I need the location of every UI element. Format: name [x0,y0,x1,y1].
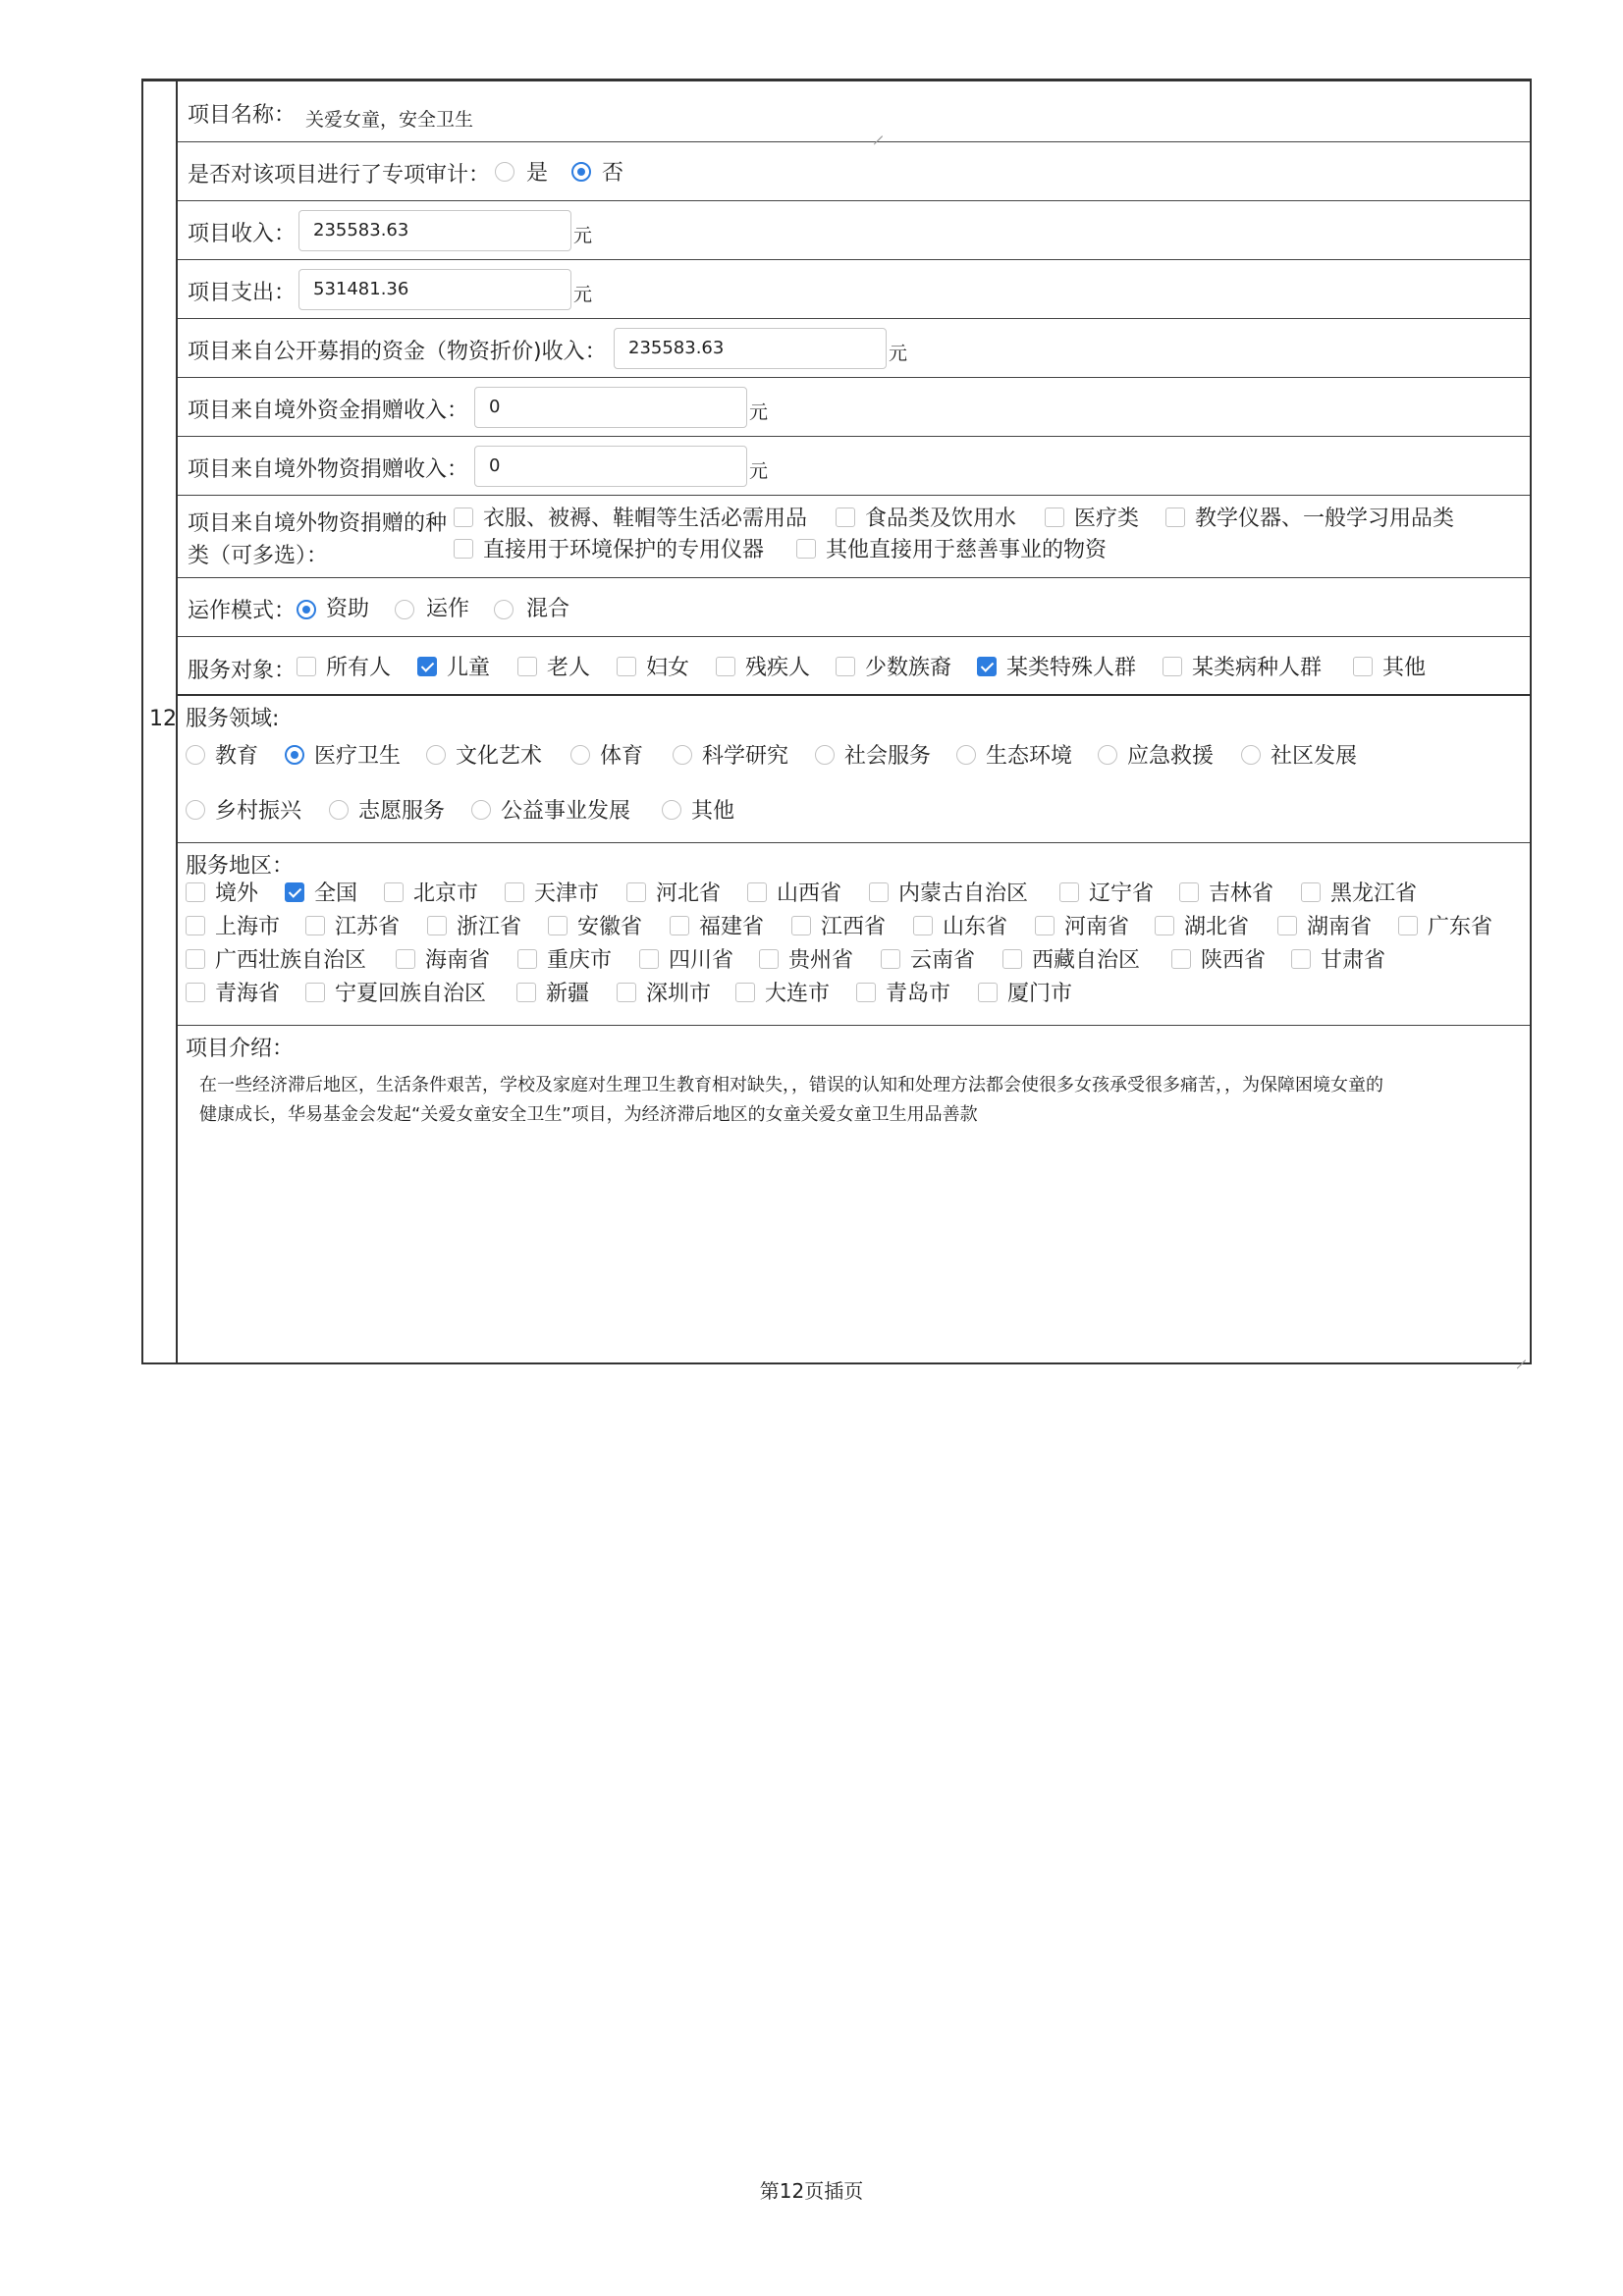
targets-option-checkbox[interactable] [297,657,316,676]
regions-option-checkbox[interactable] [1171,949,1191,969]
regions-option-label: 安徽省 [577,915,643,939]
overseas-goods-label: 项目来自境外物资捐赠收入： [188,457,469,482]
regions-option-label: 湖北省 [1184,915,1250,939]
special-audit-label: 是否对该项目进行了专项审计： [188,163,491,187]
regions-option-checkbox[interactable] [1035,916,1055,935]
targets-option-label: 所有人 [326,656,392,680]
regions-option-label: 辽宁省 [1089,881,1155,906]
regions-option-label: 北京市 [413,881,479,906]
regions-option-label: 西藏自治区 [1032,948,1141,973]
mode-mixed-radio[interactable] [494,600,514,619]
goods-types-label-line1: 项目来自境外物资捐赠的种 [188,511,448,536]
public-fundraising-input[interactable]: 235583.63 [614,328,887,369]
regions-option-label: 陕西省 [1201,948,1267,973]
goods-other-charity-label: 其他直接用于慈善事业的物资 [826,538,1108,562]
regions-option-label: 广东省 [1428,915,1493,939]
regions-option-checkbox[interactable] [384,882,404,902]
row-number-cell [143,81,178,1362]
row-expense [178,260,1530,319]
expense-input[interactable]: 531481.36 [298,269,571,310]
operation-mode-label: 运作模式： [188,599,297,623]
project-form-table [141,79,1532,1364]
regions-option-label: 大连市 [765,982,831,1006]
goods-teaching-checkbox[interactable] [1165,507,1185,527]
regions-option-checkbox[interactable] [305,983,325,1002]
regions-option-label: 河北省 [656,881,722,906]
fields-option-label: 社会服务 [844,744,932,769]
targets-option-label: 少数族裔 [865,656,952,680]
overseas-cash-input[interactable]: 0 [474,387,747,428]
mode-funding-label: 资助 [326,597,370,621]
fields-option-radio[interactable] [329,800,349,820]
regions-option-label: 山东省 [943,915,1008,939]
audit-no-label: 否 [602,161,624,186]
audit-yes-radio[interactable] [495,162,514,182]
regions-option-checkbox[interactable] [639,949,659,969]
regions-option-label: 内蒙古自治区 [898,881,1029,906]
regions-option-checkbox[interactable] [913,916,933,935]
regions-option-label: 深圳市 [646,982,712,1006]
introduction-line-2: 健康成长，华易基金会发起“关爱女童安全卫生”项目，为经济滞后地区的女童关爱女童卫生用品善款 [199,1104,978,1125]
fields-option-label: 生态环境 [986,744,1073,769]
overseas-goods-input[interactable]: 0 [474,446,747,487]
regions-option-label: 青海省 [215,982,281,1006]
regions-option-label: 江苏省 [335,915,401,939]
regions-option-checkbox[interactable] [759,949,779,969]
goods-medical-label: 医疗类 [1074,507,1140,531]
fields-option-label: 体育 [600,744,644,769]
targets-option-label: 某类特殊人群 [1006,656,1137,680]
targets-option-checkbox[interactable] [1353,657,1373,676]
fields-option-radio[interactable] [426,745,446,765]
row-service-fields [178,696,1530,843]
targets-option-label: 儿童 [447,656,491,680]
row-public-fundraising [178,319,1530,378]
introduction-textarea[interactable] [178,1063,1530,1364]
mode-mixed-label: 混合 [526,597,570,621]
income-input[interactable]: 235583.63 [298,210,571,251]
fields-option-label: 应急救援 [1127,744,1215,769]
service-fields-label: 服务领域: [186,707,280,731]
regions-option-checkbox[interactable] [548,916,568,935]
overseas-cash-label: 项目来自境外资金捐赠收入： [188,399,469,423]
fields-option-radio[interactable] [285,745,304,765]
regions-option-label: 境外 [215,881,259,906]
regions-option-checkbox[interactable] [396,949,415,969]
regions-option-label: 四川省 [669,948,734,973]
regions-option-checkbox[interactable] [1291,949,1311,969]
regions-option-checkbox[interactable] [626,882,646,902]
resize-handle-icon[interactable] [871,125,883,136]
regions-option-label: 宁夏回族自治区 [335,982,487,1006]
mode-funding-radio[interactable] [297,600,316,619]
regions-option-checkbox[interactable] [869,882,889,902]
regions-option-checkbox[interactable] [791,916,811,935]
introduction-line-1: 在一些经济滞后地区，生活条件艰苦，学校及家庭对生理卫生教育相对缺失，，错误的认知和处理方法都会使很多女孩承受很多痛苦，，为保障困境女童的 [199,1075,1383,1095]
regions-option-checkbox[interactable] [186,916,205,935]
regions-option-checkbox[interactable] [670,916,689,935]
goods-medical-checkbox[interactable] [1045,507,1064,527]
regions-option-checkbox[interactable] [1301,882,1321,902]
regions-option-checkbox[interactable] [881,949,900,969]
project-name-input[interactable]: 关爱女童，安全卫生 [305,109,474,131]
fields-option-label: 社区发展 [1271,744,1358,769]
service-regions-label: 服务地区： [186,854,295,879]
targets-option-label: 老人 [547,656,591,680]
mode-operating-label: 运作 [426,597,470,621]
regions-option-checkbox[interactable] [285,882,304,902]
fields-option-label: 医疗卫生 [314,744,402,769]
regions-option-checkbox[interactable] [1179,882,1199,902]
targets-option-checkbox[interactable] [417,657,437,676]
regions-option-checkbox[interactable] [856,983,876,1002]
service-targets-label: 服务对象： [188,659,297,683]
regions-option-checkbox[interactable] [427,916,447,935]
targets-option-checkbox[interactable] [1163,657,1182,676]
regions-option-label: 山西省 [777,881,842,906]
row-operation-mode [178,578,1530,637]
fields-option-label: 志愿服务 [358,799,446,824]
fields-option-label: 其他 [691,799,735,824]
regions-option-checkbox[interactable] [1155,916,1174,935]
audit-no-radio[interactable] [571,162,591,182]
targets-option-label: 妇女 [646,656,690,680]
fields-option-radio[interactable] [186,800,205,820]
regions-option-checkbox[interactable] [505,882,524,902]
fields-option-radio[interactable] [471,800,491,820]
targets-option-label: 其他 [1382,656,1427,680]
fields-option-radio[interactable] [662,800,681,820]
targets-option-label: 残疾人 [745,656,811,680]
targets-option-checkbox[interactable] [836,657,855,676]
row-overseas-cash [178,378,1530,437]
regions-option-label: 浙江省 [457,915,522,939]
regions-option-label: 青岛市 [886,982,951,1006]
goods-food-label: 食品类及饮用水 [865,507,1017,531]
fields-option-label: 乡村振兴 [215,799,302,824]
fields-option-radio[interactable] [570,745,590,765]
fields-option-label: 文化艺术 [456,744,543,769]
regions-option-checkbox[interactable] [1398,916,1418,935]
goods-food-checkbox[interactable] [836,507,855,527]
regions-option-label: 吉林省 [1209,881,1274,906]
regions-option-checkbox[interactable] [735,983,755,1002]
row-project-name [178,81,1530,142]
row-income [178,201,1530,260]
goods-teaching-label: 教学仪器、一般学习用品类 [1195,507,1455,531]
regions-option-checkbox[interactable] [186,949,205,969]
regions-option-checkbox[interactable] [516,983,536,1002]
regions-option-label: 贵州省 [788,948,854,973]
fields-option-label: 公益事业发展 [501,799,631,824]
regions-option-checkbox[interactable] [1059,882,1079,902]
income-unit: 元 [573,225,593,246]
goods-daily-necessities-checkbox[interactable] [454,507,473,527]
row-number: 12 [149,707,177,731]
page-footer: 第12页插页 [759,2179,864,2203]
resize-handle-icon[interactable] [1514,1349,1526,1361]
targets-option-checkbox[interactable] [517,657,537,676]
goods-other-charity-checkbox[interactable] [796,539,816,559]
regions-option-label: 海南省 [425,948,491,973]
fields-option-radio[interactable] [186,745,205,765]
row-service-targets [178,637,1530,696]
public-fundraising-unit: 元 [889,343,908,364]
fields-option-label: 科学研究 [702,744,789,769]
row-goods-types [178,496,1530,578]
targets-option-label: 某类病种人群 [1192,656,1323,680]
regions-option-label: 江西省 [821,915,887,939]
public-fundraising-label: 项目来自公开募捐的资金（物资折价)收入： [188,340,607,364]
row-overseas-goods [178,437,1530,496]
audit-yes-label: 是 [526,161,549,186]
row-special-audit [178,142,1530,201]
regions-option-label: 重庆市 [547,948,613,973]
mode-operating-radio[interactable] [395,600,414,619]
regions-option-label: 黑龙江省 [1330,881,1418,906]
goods-types-label-line2: 类（可多选）： [188,544,329,568]
regions-option-checkbox[interactable] [305,916,325,935]
expense-unit: 元 [573,284,593,305]
regions-option-label: 上海市 [215,915,281,939]
regions-option-label: 全国 [314,881,358,906]
regions-option-checkbox[interactable] [1002,949,1022,969]
targets-option-checkbox[interactable] [617,657,636,676]
regions-option-label: 福建省 [699,915,765,939]
row-introduction [178,1026,1530,1364]
fields-option-radio[interactable] [956,745,976,765]
project-name-label: 项目名称： [188,103,297,128]
regions-option-label: 广西壮族自治区 [215,948,367,973]
income-label: 项目收入： [188,222,297,246]
regions-option-checkbox[interactable] [186,882,205,902]
goods-daily-necessities-label: 衣服、被褥、鞋帽等生活必需用品 [483,507,808,531]
regions-option-checkbox[interactable] [617,983,636,1002]
fields-option-radio[interactable] [1098,745,1117,765]
regions-option-label: 厦门市 [1007,982,1073,1006]
regions-option-checkbox[interactable] [517,949,537,969]
introduction-label: 项目介绍： [186,1037,295,1061]
fields-option-radio[interactable] [1241,745,1261,765]
expense-label: 项目支出： [188,281,297,305]
goods-environment-label: 直接用于环境保护的专用仪器 [483,538,765,562]
regions-option-label: 天津市 [534,881,600,906]
regions-option-checkbox[interactable] [186,983,205,1002]
fields-option-label: 教育 [215,744,259,769]
targets-option-checkbox[interactable] [716,657,735,676]
overseas-cash-unit: 元 [749,401,769,423]
goods-environment-checkbox[interactable] [454,539,473,559]
row-service-regions [178,843,1530,1026]
regions-option-label: 云南省 [910,948,976,973]
regions-option-checkbox[interactable] [978,983,998,1002]
fields-option-radio[interactable] [815,745,835,765]
regions-option-label: 甘肃省 [1321,948,1386,973]
targets-option-checkbox[interactable] [977,657,997,676]
overseas-goods-unit: 元 [749,460,769,482]
regions-option-label: 新疆 [546,982,590,1006]
regions-option-checkbox[interactable] [747,882,767,902]
regions-option-checkbox[interactable] [1277,916,1297,935]
regions-option-label: 河南省 [1064,915,1130,939]
regions-option-label: 湖南省 [1307,915,1373,939]
fields-option-radio[interactable] [673,745,692,765]
